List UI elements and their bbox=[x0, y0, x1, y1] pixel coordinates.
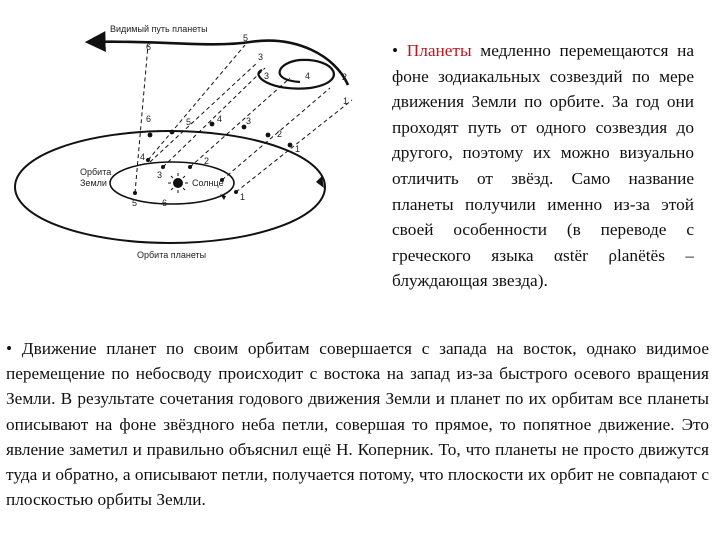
planet-orbit-number: 6 bbox=[146, 114, 152, 124]
path-number: 6 bbox=[146, 42, 152, 52]
planet-orbit-number: 3 bbox=[246, 116, 252, 126]
retrograde-motion-diagram bbox=[0, 0, 380, 270]
path-number: 4 bbox=[305, 71, 311, 81]
planet-orbit-number: 5 bbox=[186, 117, 192, 127]
retrograde-motion-explanation: • Движение планет по своим орбитам совершается с запада на восток, однако видимое перемещение по небосводу происходит с востока на запад из-за быстрого осевого вращения Земли. В результате сочетания годового движения Земли и планет по их орбитам все планеты описывают на фоне звёздного неба петли, совершая то прямое, то попятное движение. Это явление заметил и правильно объяснил ещё Н. Коперник. То, что планеты не просто движутся туда и обратно, а описывают петли, получается потому, что плоскости их орбит не совпадают с плоскостью орбиты Земли. bbox=[6, 339, 709, 510]
planet-orbit-ellipse bbox=[15, 131, 325, 243]
planets-description bbox=[392, 38, 694, 294]
earth-orbit-label-1: Орбита bbox=[80, 167, 112, 177]
planets-highlight: Планеты bbox=[406, 41, 472, 60]
earth-orbit-number: 2 bbox=[204, 156, 210, 166]
path-number: 2 bbox=[342, 72, 348, 82]
sun-icon bbox=[168, 173, 188, 193]
planets-description-text: медленно перемещаются на фоне зодиакальных созвездий по мере движения Земли по орбите. За год они проходят путь от одного созвездия до другого, поэтому их можно визуально отличить от звёзд. Само название планеты получили именно из-за этой своей особенности (в переводе с греческого языка αstër ρlanëtës – блуждающая звезда). bbox=[392, 41, 695, 291]
earth-orbit-label-2: Земли bbox=[80, 178, 107, 188]
path-number: 1 bbox=[343, 96, 349, 106]
apparent-path-label: Видимый путь планеты bbox=[110, 24, 208, 34]
earth-orbit-number: 5 bbox=[132, 198, 138, 208]
planet-orbit-label: Орбита планеты bbox=[137, 250, 207, 260]
planet-orbit-number: 1 bbox=[295, 144, 301, 154]
earth-orbit-number: 3 bbox=[157, 170, 163, 180]
sun-label: Солнце bbox=[192, 178, 224, 188]
earth-orbit-number: 6 bbox=[162, 198, 168, 208]
bullet: • bbox=[392, 41, 407, 60]
path-number: 3 bbox=[258, 52, 264, 62]
diagram-svg bbox=[0, 0, 380, 270]
earth-orbit-number: 1 bbox=[240, 192, 246, 202]
path-number: 5 bbox=[243, 33, 249, 43]
planet-orbit-number: 2 bbox=[277, 129, 283, 139]
path-number: 3 bbox=[264, 71, 270, 81]
planet-orbit-number: 4 bbox=[217, 114, 223, 124]
earth-orbit-number: 4 bbox=[140, 152, 146, 162]
retrograde-loop bbox=[259, 60, 334, 89]
